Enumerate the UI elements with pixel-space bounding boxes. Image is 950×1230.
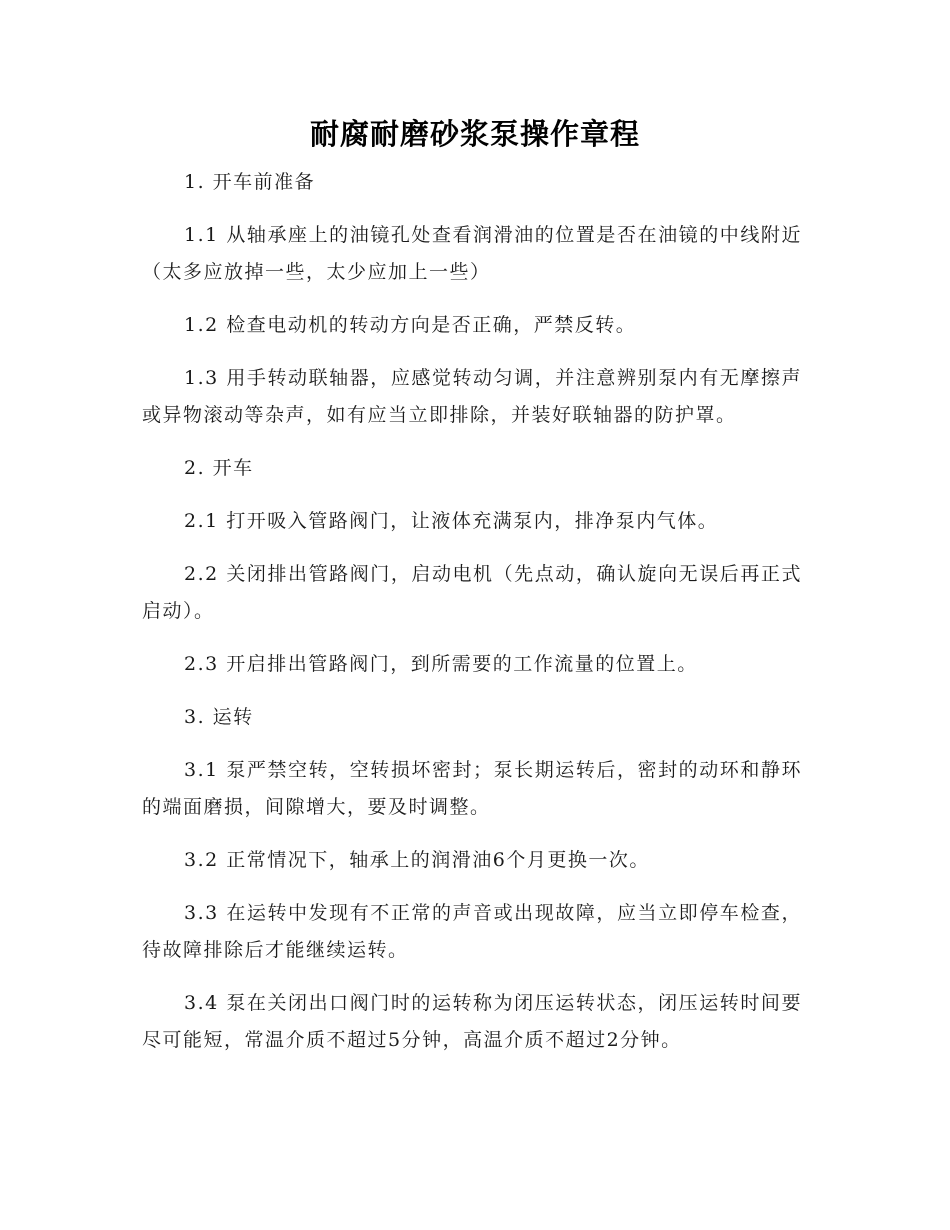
paragraph-2-3: 2.3 开启排出管路阀门，到所需要的工作流量的位置上。 <box>184 653 698 675</box>
paragraph-3-1: 3.1 泵严禁空转，空转损坏密封；泵长期运转后，密封的动环和静环的端面磨损，间隙增大，要及时调整。 <box>142 759 802 818</box>
section-heading-run: 3. 运转 <box>184 706 254 728</box>
paragraph-1-3: 1.3 用手转动联轴器，应感觉转动匀调，并注意辨别泵内有无摩擦声或异物滚动等杂声，如有应当立即排除，并装好联轴器的防护罩。 <box>142 367 802 426</box>
section-heading-start: 2. 开车 <box>184 457 254 479</box>
paragraph-1-2: 1.2 检查电动机的转动方向是否正确，严禁反转。 <box>184 314 637 336</box>
paragraph-3-3: 3.3 在运转中发现有不正常的声音或出现故障，应当立即停车检查，待故障排除后才能继续运转。 <box>142 902 802 961</box>
paragraph-2-2: 2.2 关闭排出管路阀门，启动电机（先点动，确认旋向无误后再正式启动）。 <box>142 563 802 622</box>
paragraph-3-4: 3.4 泵在关闭出口阀门时的运转称为闭压运转状态，闭压运转时间要尽可能短，常温介质不超过5分钟，高温介质不超过2分钟。 <box>142 992 802 1051</box>
document-body <box>142 164 802 1075</box>
section-heading-prep: 1. 开车前准备 <box>184 171 316 193</box>
paragraph-3-2: 3.2 正常情况下，轴承上的润滑油6个月更换一次。 <box>184 849 650 871</box>
document-title: 耐腐耐磨砂浆泵操作章程 <box>309 117 640 151</box>
paragraph-2-1: 2.1 打开吸入管路阀门，让液体充满泵内，排净泵内气体。 <box>184 510 719 532</box>
paragraph-1-1: 1.1 从轴承座上的油镜孔处查看润滑油的位置是否在油镜的中线附近（太多应放掉一些，太少应加上一些） <box>142 224 802 283</box>
